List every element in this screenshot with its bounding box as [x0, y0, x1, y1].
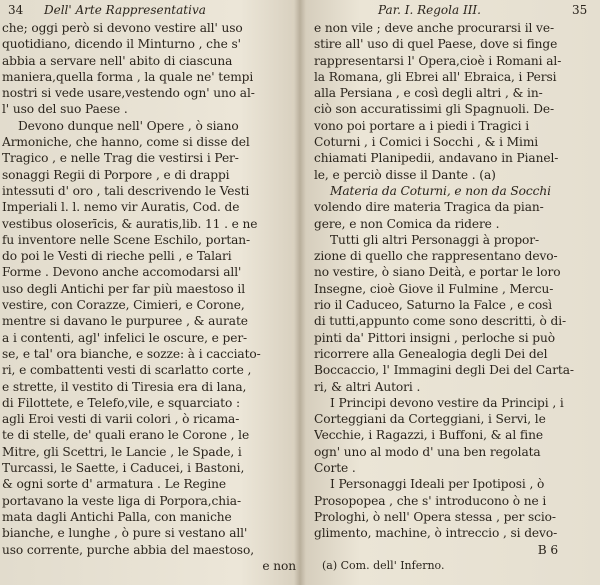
- text-line: zione di quello che rappresentano devo-: [314, 249, 558, 264]
- text-line: le, e perciò disse il Dante . (a): [314, 167, 496, 182]
- text-line: Mitre, gli Scettri, le Lancie , le Spade, i: [2, 444, 242, 459]
- text-line: ogn' uno al modo d' una ben regolata: [314, 444, 541, 459]
- right-page: [300, 0, 600, 585]
- text-line: Imperiali l. l. nemo vir Auratis, Cod. de: [2, 200, 240, 215]
- right-page-text: [314, 20, 592, 542]
- text-line: di tutti,appunto come sono descritti, ò di-: [314, 314, 567, 329]
- text-line: fu inventore nelle Scene Eschilo, portan-: [2, 232, 251, 247]
- text-line: Forme . Devono anche accomodarsi all': [2, 265, 242, 280]
- text-line: Insegne, cioè Giove il Fulmine , Mercu-: [314, 281, 554, 296]
- text-line: I Personaggi Ideali per Ipotiposi , ò: [330, 477, 545, 492]
- text-line: ciò son accuratissimi gli Spagnuoli. De-: [314, 102, 555, 117]
- text-line: uso corrente, purche abbia del maestoso,: [2, 542, 254, 557]
- footnote: (a) Com. dell' Inferno.: [322, 558, 445, 572]
- text-line: rappresentarsi l' Opera,cioè i Romani al-: [314, 53, 562, 68]
- text-line: quotidiano, dicendo il Minturno , che s': [2, 37, 241, 52]
- text-line: vestire, con Corazze, Cimieri, e Corone,: [2, 298, 245, 313]
- text-line: Armoniche, che hanno, come si disse del: [2, 135, 250, 150]
- text-line: mentre si davano le purpuree , & aurate: [2, 314, 248, 329]
- text-line: che; oggi però si devono vestire all' uso: [2, 21, 243, 35]
- text-line: Prologhi, ò nell' Opera stessa , per scio-: [314, 509, 556, 524]
- text-line: stire all' uso di quel Paese, dove si finge: [314, 37, 558, 52]
- text-line: ri, & altri Autori .: [314, 379, 421, 394]
- right-running-head: [314, 0, 592, 20]
- text-line: ricorrere alla Genealogia degli Dei del: [314, 346, 548, 361]
- text-line: mata dagli Antichi Palla, con maniche: [2, 509, 232, 524]
- text-line: nostri si vede usare,vestendo ogn' uno al-: [2, 86, 255, 101]
- text-line: Tutti gli altri Personaggi à propor-: [330, 232, 540, 247]
- left-page-number: 34: [8, 3, 24, 17]
- text-line: Boccaccio, l' Immagini degli Dei del Carta-: [314, 363, 574, 378]
- text-line: gere, e non Comica da ridere .: [314, 216, 500, 231]
- text-line: agli Eroi vesti di varii colori , ò ricama-: [2, 412, 240, 427]
- text-line: se, e tal' ora bianche, e sozze: à i cacciato-: [2, 346, 261, 361]
- text-line: pinti da' Pittori insigni , perloche si può: [314, 330, 555, 345]
- right-running-title: Par. I. Regola III.: [378, 3, 481, 17]
- text-line: uso degli Antichi per far più maestoso il: [2, 281, 245, 296]
- text-line: no vestire, ò siano Deità, e portar le loro: [314, 265, 561, 280]
- text-line: l' uso del suo Paese .: [2, 102, 128, 117]
- text-line: a i contenti, agl' infelici le oscure, e per-: [2, 330, 248, 345]
- text-line: te di stelle, de' quali erano le Corone , le: [2, 428, 250, 443]
- text-line: e non vile ; deve anche procurarsi il ve-: [314, 21, 554, 35]
- text-line: chiamati Planipedii, andavano in Pianel-: [314, 151, 559, 166]
- text-line: intessuti d' oro , tali descrivendo le Vesti: [2, 183, 250, 198]
- text-line: di Filottete, e Telefo,vile, e squarciato :: [2, 395, 240, 410]
- text-line: la Romana, gli Ebrei all' Ebraica, i Persi: [314, 69, 557, 84]
- text-line: bianche, e lunghe , ò pure si vestano all': [2, 526, 248, 541]
- right-page-number: 35: [572, 3, 588, 17]
- text-line: Devono dunque nell' Opere , ò siano: [18, 118, 239, 133]
- text-line: e strette, il vestito di Tiresia era di lana,: [2, 379, 247, 394]
- text-line: Coturni , i Comici i Socchi , & i Mimi: [314, 135, 539, 150]
- text-line: abbia a servare nell' abito di ciascuna: [2, 53, 233, 68]
- text-line: e non: [262, 558, 296, 573]
- text-line: Prosopopea , che s' introducono ò ne i: [314, 493, 547, 508]
- text-line: Materia da Coturni, e non da Socchi: [330, 183, 551, 198]
- text-line: I Principi devono vestire da Principi , i: [330, 395, 564, 410]
- text-line: portavano la veste liga di Porpora,chia-: [2, 493, 241, 508]
- text-line: vestibus oloserīcis, & auratis,lib. 11 . e ne: [2, 216, 258, 231]
- text-line: maniera,quella forma , la quale ne' tempi: [2, 69, 254, 84]
- text-line: rio il Caduceo, Saturno la Falce , e così: [314, 298, 553, 313]
- text-line: volendo dire materia Tragica da pian-: [314, 200, 544, 215]
- text-line: & ogni sorte d' armatura . Le Regine: [2, 477, 227, 492]
- left-page-text: [2, 20, 296, 574]
- text-line: Turcassi, le Saette, i Caducei, i Bastoni,: [2, 461, 245, 476]
- text-line: Corte .: [314, 461, 356, 476]
- text-line: glimento, machine, ò intreccio , si devo-: [314, 526, 558, 541]
- text-line: sonaggi Regii di Porpore , e di drappi: [2, 167, 230, 182]
- text-line: do poi le Vesti di rieche pelli , e Talari: [2, 249, 232, 264]
- text-line: Tragico , e nelle Trag die vestirsi i Per-: [2, 151, 239, 166]
- text-line: alla Persiana , e così degli altri , & in-: [314, 86, 543, 101]
- text-line: vono poi portare a i piedi i Tragici i: [314, 118, 530, 133]
- text-line: Corteggiani da Corteggiani, i Servi, le: [314, 412, 546, 427]
- text-line: ri, e combattenti vesti di scarlatto corte ,: [2, 363, 252, 378]
- text-line: Vecchie, i Ragazzi, i Buffoni, & al fine: [314, 428, 543, 443]
- signature-mark: B 6: [537, 542, 558, 557]
- left-running-head: [2, 0, 296, 20]
- left-running-title: Dell' Arte Rappresentativa: [44, 3, 206, 17]
